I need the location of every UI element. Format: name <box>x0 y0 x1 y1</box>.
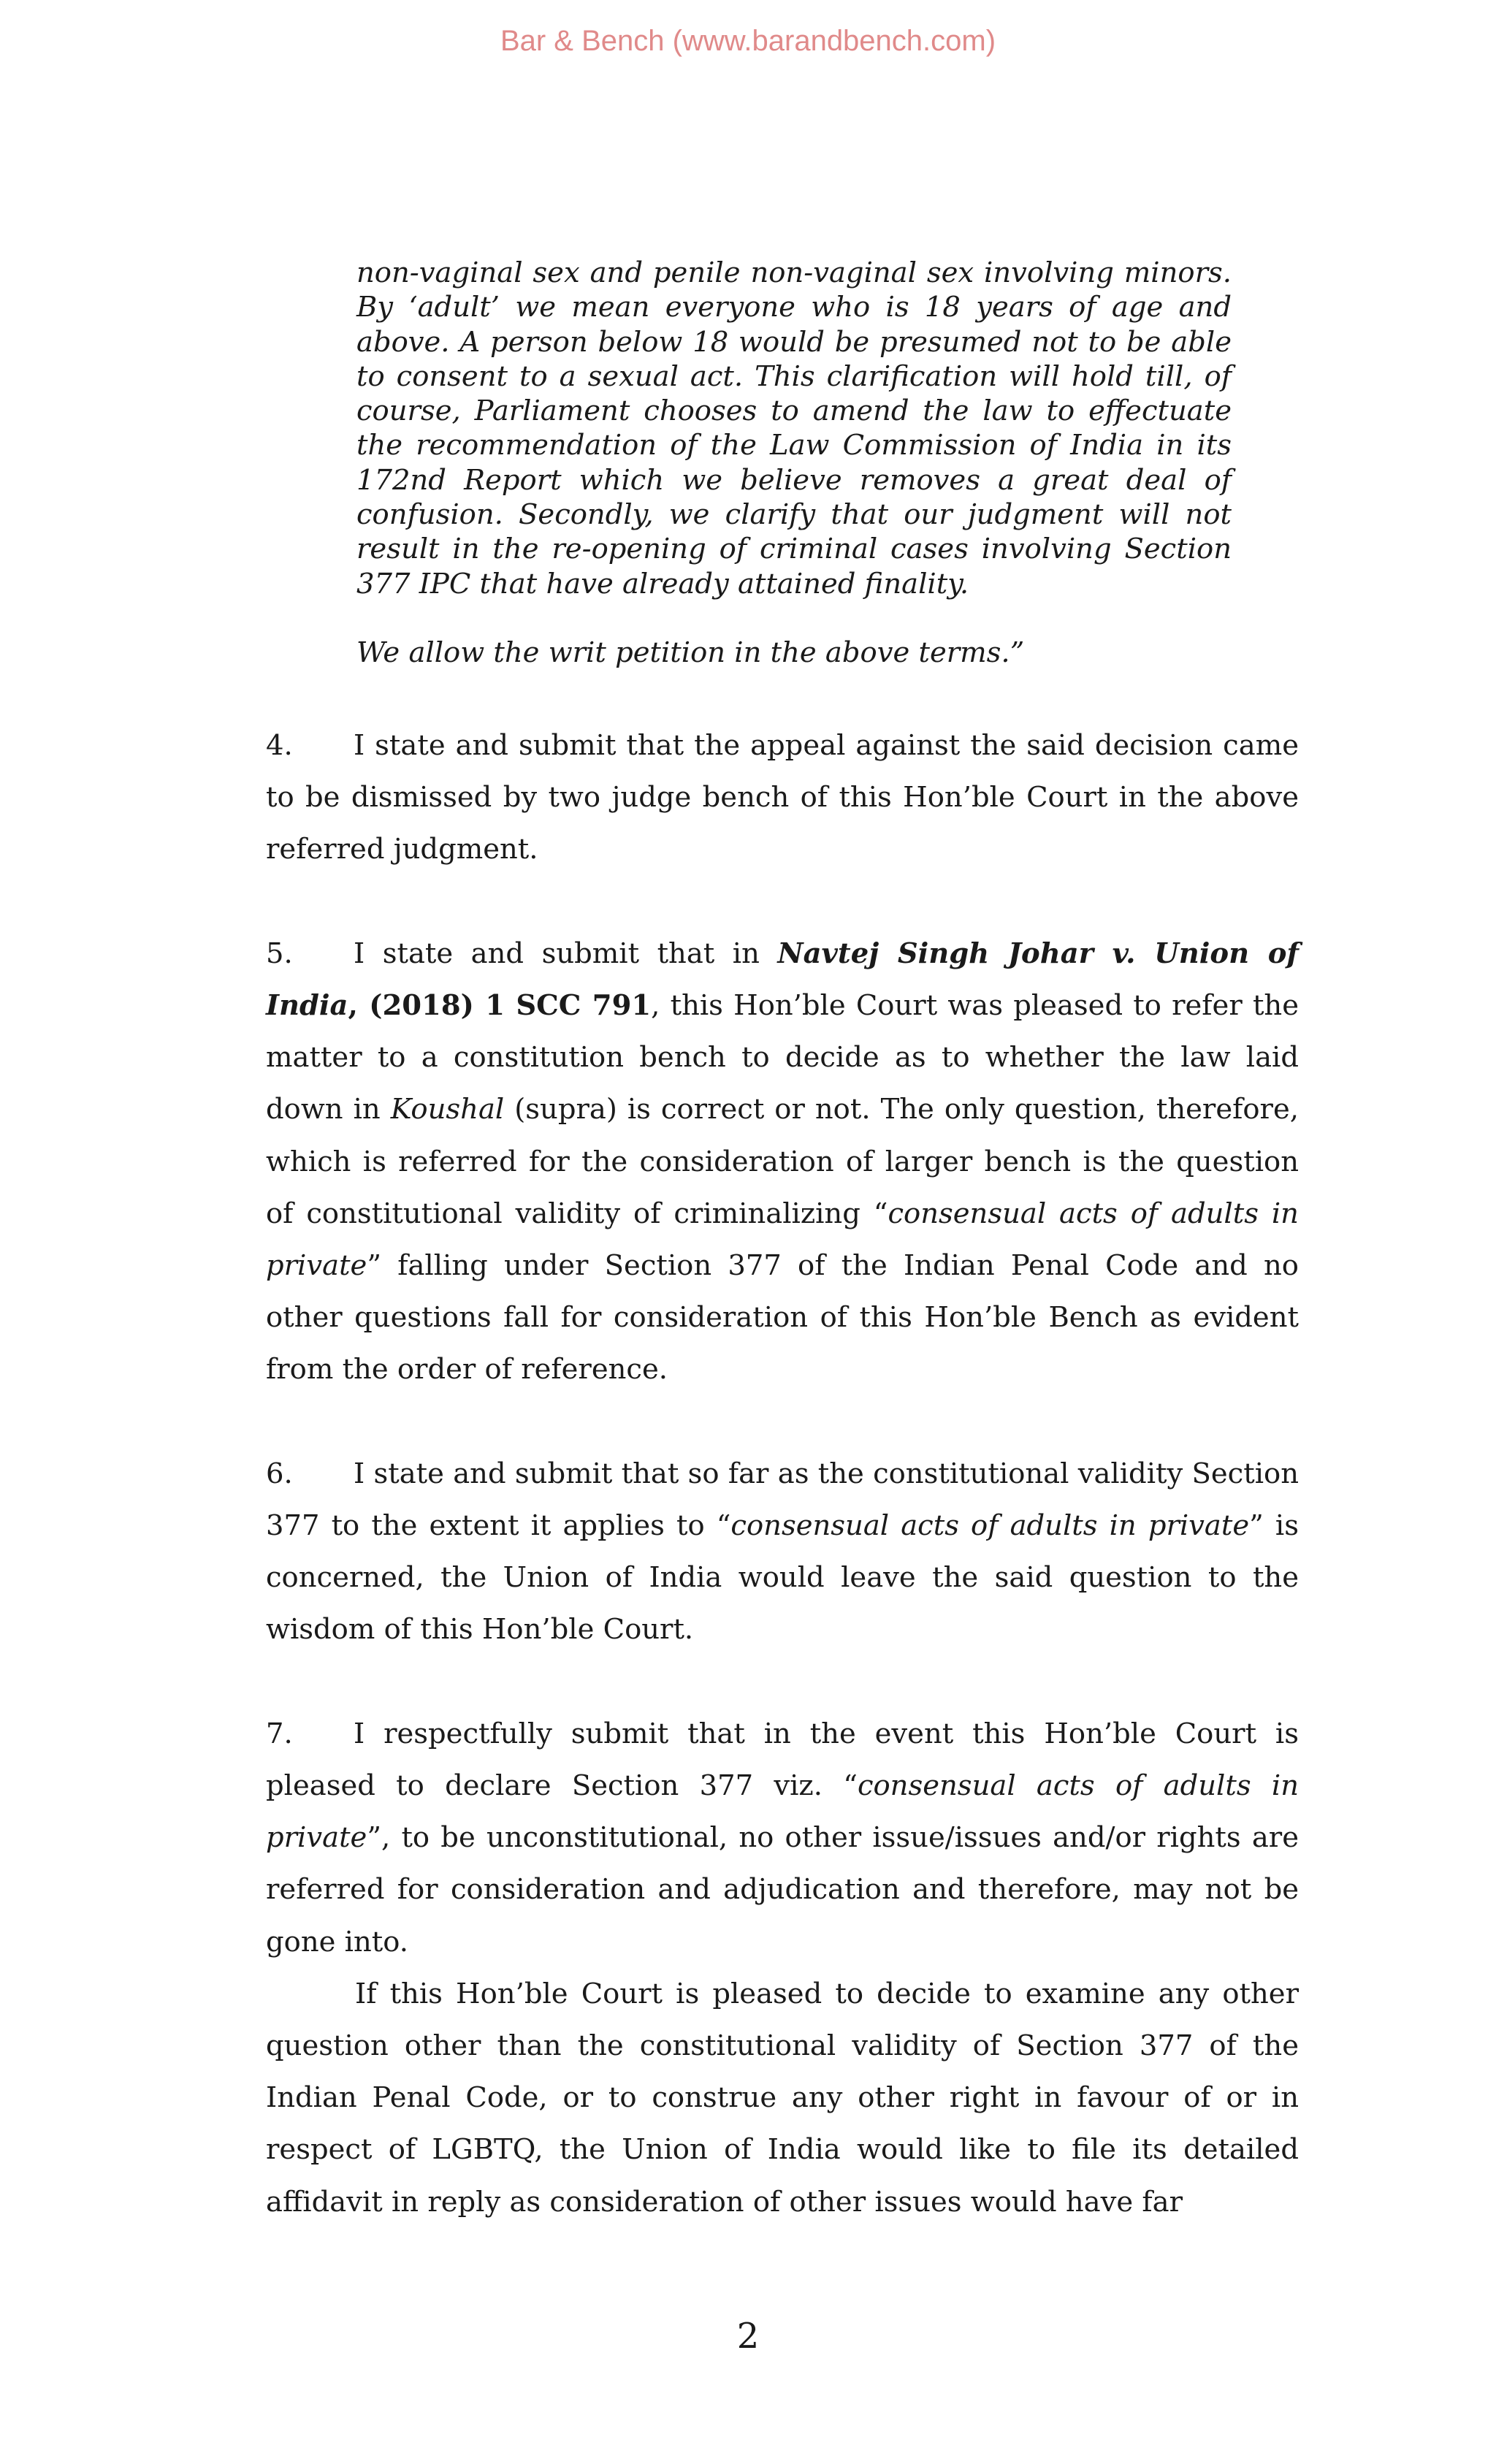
case-reference: Koushal <box>390 1093 505 1126</box>
quoted-judgment-excerpt: non-vaginal sex and penile non-vaginal sex involving minors. By ‘adult’ we mean everyone who is 18 years of age and above. A person below 18 would be presumed not to be able to consent to a sexual act. This clarification will hold till, of course, Parliament chooses to amend the law to effectuate the recommendation of the Law Commission of India in its 172nd Report which we believe removes a great deal of confusion. Secondly, we clarify that our judgment will not result in the re-opening of criminal cases involving Section 377 IPC that have already attained finality. <box>356 256 1232 600</box>
paragraph-number: 5. <box>266 937 293 970</box>
paragraph-text: (supra) is correct or not. The only question, therefore, which is referred for the consideration of larger bench is the question of constitutional validity of criminalizing “ <box>266 1093 1299 1230</box>
quoted-phrase: consensual acts of adults in private <box>266 1769 1299 1855</box>
quoted-phrase: consensual acts of adults in private <box>266 1197 1299 1283</box>
case-name: Navtej Singh Johar v. Union of India <box>266 937 1299 1022</box>
paragraph-text: ” falling under Section 377 of the Indian Penal Code and no other questions fall for consideration of this Hon’ble Bench as evident from the order of reference. <box>266 1249 1299 1387</box>
watermark: Bar & Bench (www.barandbench.com) <box>500 25 996 57</box>
paragraph-7-continued: If this Hon’ble Court is pleased to decide to examine any other question other than the constitutional validity of Section 377 of the Indian Penal Code, or to construe any other right in favour of or in respect of LGBTQ, the Union of India would like to file its detailed affidavit in reply as consideration of other issues would have far <box>266 1977 1299 2219</box>
quoted-phrase: consensual acts of adults in private <box>730 1509 1250 1543</box>
affidavit-body <box>266 720 1299 2228</box>
quoted-judgment-conclusion: We allow the writ petition in the above terms.” <box>356 636 1025 669</box>
paragraph-text: ”, to be unconstitutional, no other issue/issues and/or rights are referred for consideration and adjudication and therefore, may not be gone into. <box>266 1821 1299 1958</box>
paragraph-text: ” is concerned, the Union of India would leave the said question to the wisdom of this Hon’ble Court. <box>266 1509 1299 1647</box>
paragraph-text: I respectfully submit that in the event this Hon’ble Court is pleased to declare Section 377 viz. “ <box>266 1717 1299 1803</box>
citation-comma: , <box>348 989 358 1022</box>
paragraph-text: I state and submit that in <box>354 937 778 970</box>
paragraph-text: I state and submit that the appeal against the said decision came to be dismissed by two judge bench of this Hon’ble Court in the above referred judgment. <box>266 729 1299 866</box>
paragraph-text: , this Hon’ble Court was pleased to refer the matter to a constitution bench to decide as to whether the law laid down in <box>266 989 1299 1126</box>
paragraph-5 <box>266 928 1299 1396</box>
page-number: 2 <box>736 2316 760 2357</box>
paragraph-text: I state and submit that so far as the constitutional validity Section 377 to the extent it applies to “ <box>266 1457 1299 1543</box>
paragraph-7 <box>266 1708 1299 1968</box>
paragraph-4 <box>266 720 1299 876</box>
paragraph-number: 6. <box>266 1457 293 1490</box>
paragraph-number: 7. <box>266 1717 293 1750</box>
case-citation: (2018) 1 SCC 791 <box>357 989 652 1022</box>
paragraph-number: 4. <box>266 729 293 762</box>
paragraph-6 <box>266 1448 1299 1656</box>
